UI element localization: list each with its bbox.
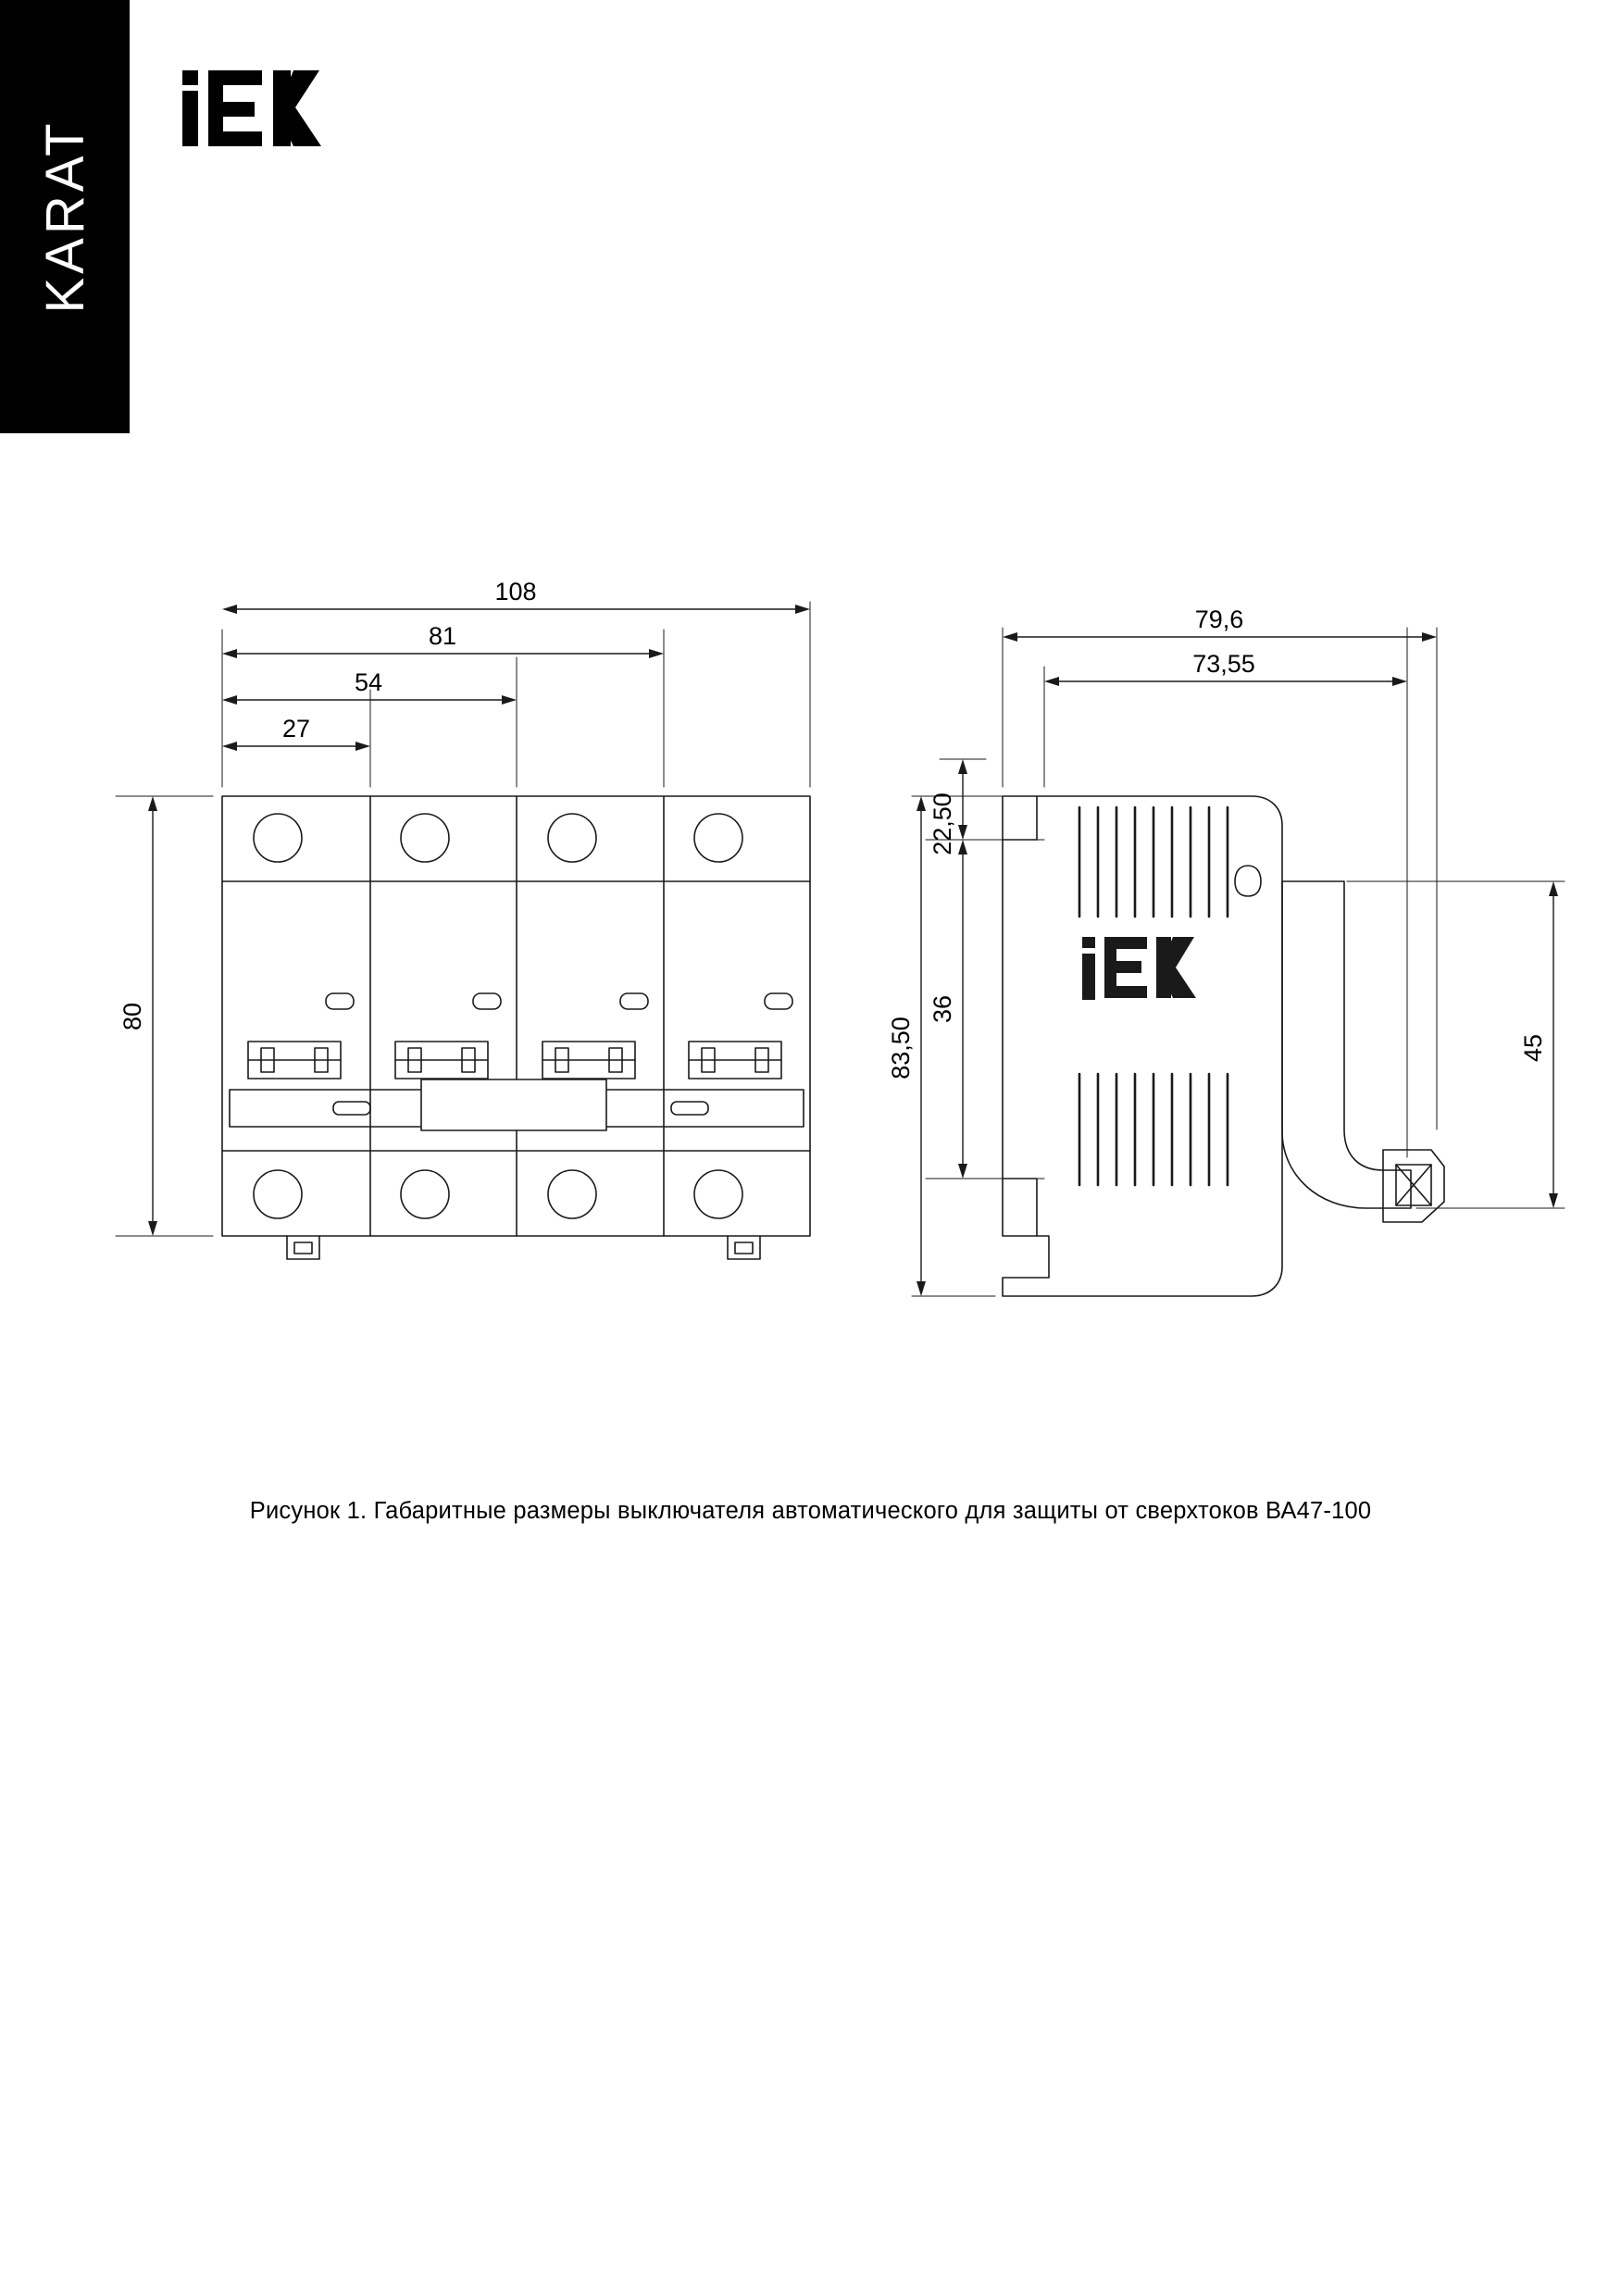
- svg-text:73,55: 73,55: [1192, 650, 1255, 678]
- series-label: KARAT: [34, 119, 95, 314]
- svg-text:27: 27: [281, 715, 311, 742]
- svg-text:22,50: 22,50: [929, 792, 956, 855]
- iek-logo: [181, 67, 366, 152]
- svg-text:83,50: 83,50: [887, 1017, 915, 1079]
- brand-sidebar: [0, 0, 130, 433]
- svg-text:36: 36: [929, 994, 956, 1024]
- svg-text:80: 80: [118, 1002, 146, 1031]
- technical-drawing: [0, 518, 1621, 1352]
- svg-text:45: 45: [1519, 1033, 1547, 1063]
- svg-text:108: 108: [494, 578, 537, 605]
- svg-text:79,6: 79,6: [1194, 605, 1244, 633]
- svg-text:81: 81: [428, 622, 457, 650]
- svg-text:54: 54: [354, 668, 383, 696]
- figure-caption: Рисунок 1. Габаритные размеры выключателя автоматического для защиты от сверхтоков ВА47-100: [249, 1498, 1372, 1524]
